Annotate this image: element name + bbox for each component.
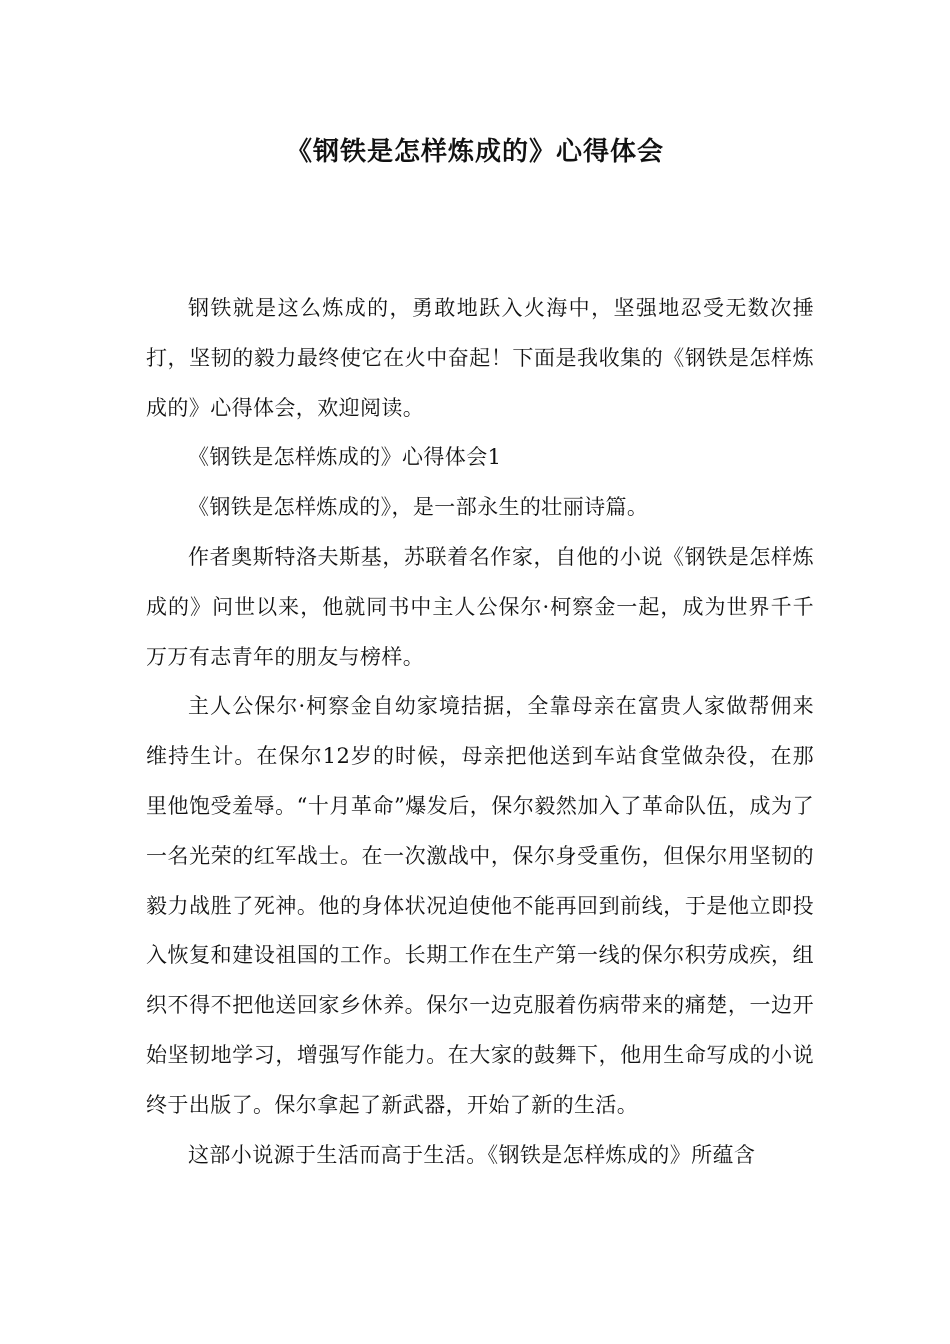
paragraph: 《钢铁是怎样炼成的》，是一部永生的壮丽诗篇。	[188, 495, 649, 520]
document-title: 《钢铁是怎样炼成的》心得体会	[285, 137, 664, 167]
document-body	[146, 284, 814, 1180]
paragraph: 作者奥斯特洛夫斯基，苏联着名作家，自他的小说《钢铁是怎样炼成的》问世以来，他就同书中主人公保尔·柯察金一起，成为世界千千万万有志青年的朋友与榜样。	[146, 544, 814, 669]
paragraph-intro: 钢铁就是这么炼成的，勇敢地跃入火海中，坚强地忍受无数次捶打，坚韧的毅力最终使它在火中奋起！下面是我收集的《钢铁是怎样炼成的》心得体会，欢迎阅读。	[146, 296, 814, 420]
paragraph: 主人公保尔·柯察金自幼家境拮据，全靠母亲在富贵人家做帮佣来维持生计。在保尔12岁的时候，母亲把他送到车站食堂做杂役，在那里他饱受羞辱。“十月革命”爆发后，保尔毅然加入了革命队伍，成为了一名光荣的红军战士。在一次激战中，保尔身受重伤，但保尔用坚韧的毅力战胜了死神。他的身体状况迫使他不能再回到前线，于是他立即投入恢复和建设祖国的工作。长期工作在生产第一线的保尔积劳成疾，组织不得不把他送回家乡休养。保尔一边克服着伤病带来的痛楚，一边开始坚韧地学习，增强写作能力。在大家的鼓舞下，他用生命写成的小说终于出版了。保尔拿起了新武器，开始了新的生活。	[146, 694, 814, 1117]
paragraph: 这部小说源于生活而高于生活。《钢铁是怎样炼成的》所蕴含	[188, 1142, 756, 1167]
section-heading: 《钢铁是怎样炼成的》心得体会1	[188, 445, 502, 470]
